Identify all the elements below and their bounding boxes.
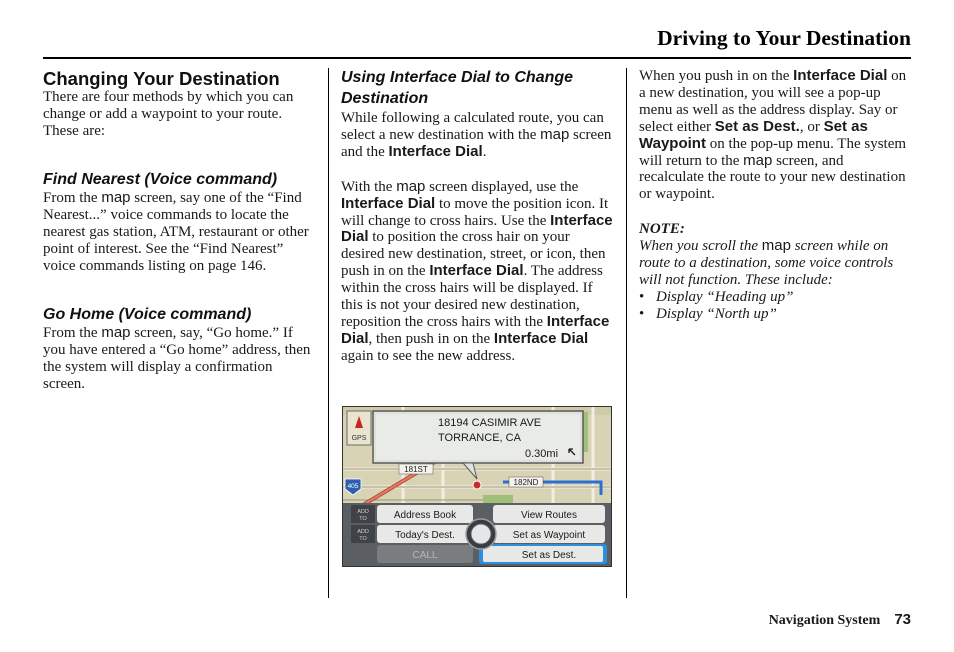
call-item: CALL — [412, 550, 438, 561]
note-label: NOTE: — [639, 221, 685, 238]
find-nearest-paragraph: From the map screen, say one of the “Find Nearest...” voice commands to locate the nearest gas station, ATM, restaurant or other point of interest. See the “Find Nearest” voice commands listing on page 146. — [43, 189, 309, 274]
subheading-find-nearest: Find Nearest (Voice command) — [43, 170, 278, 188]
svg-text:TO: TO — [359, 536, 367, 542]
footer-section-name: Navigation System — [768, 613, 881, 628]
popup-menu-paragraph: When you push in on the Interface Dial on a new destination, you will see a pop-up menu as well as the address display. Say or select either Set as Dest., or Set as Waypoint on the pop-up menu. The system will return to the map screen, and recalculate the route to your new destination or waypoint. — [639, 67, 907, 203]
menu-row-3 — [377, 544, 607, 564]
interface-dial-paragraph-1: While following a calculated route, you can select a new destination with the map screen and the Interface Dial. — [341, 110, 612, 160]
address-book-item: Address Book — [393, 510, 457, 521]
subheading-using-interface-dial: Using Interface Dial to Change Destination — [341, 69, 574, 107]
set-as-dest-item: Set as Dest. — [521, 550, 577, 561]
interface-dial-paragraph-2: With the map screen displayed, use the Interface Dial to move the position icon. It will change to cross hairs. Use the Interface Dial to position the cross hair on your desired new destination, street, or icon, then push in on the Interface Dial. The address within the cross hairs will be displayed. If this is not your desired new destination, reposition the cross hairs with the Interface Dial, then push in on the Interface Dial again to see the new address. — [341, 177, 613, 364]
column-3 — [639, 68, 911, 323]
note-bullet-north-up: • Display “North up” — [639, 305, 777, 322]
compass-sub-label: GPS — [351, 435, 367, 442]
go-home-paragraph: From the map screen, say, “Go home.” If you have entered a “Go home” address, then the system will display a confirmation screen. — [43, 324, 311, 392]
view-routes-item: View Routes — [521, 510, 577, 521]
page-number: 73 — [894, 611, 911, 628]
page-header-title: Driving to Your Destination — [657, 26, 911, 50]
note-paragraph: When you scroll the map screen while on route to a destination, some voice controls will not function. These include: — [639, 237, 894, 288]
address-line-1: 18194 CASIMIR AVE — [438, 417, 542, 429]
column-2 — [341, 68, 613, 365]
column-divider-2 — [626, 68, 627, 598]
navigation-screen-illustration — [342, 406, 612, 567]
note-bullet-heading-up: • Display “Heading up” — [639, 288, 794, 305]
section-heading-changing-destination: Changing Your Destination — [43, 68, 280, 89]
address-line-2: TORRANCE, CA — [438, 432, 521, 444]
set-as-waypoint-item: Set as Waypoint — [512, 530, 586, 541]
svg-text:ADD: ADD — [357, 529, 369, 535]
street-label-181st: 181ST — [404, 465, 428, 474]
distance-readout: 0.30mi — [525, 448, 559, 460]
page-footer — [769, 611, 911, 629]
compass-icon — [347, 411, 371, 445]
svg-text:TO: TO — [359, 516, 367, 522]
svg-text:ADD: ADD — [357, 509, 369, 515]
street-label-182nd: 182ND — [513, 478, 539, 487]
todays-dest-item: Today's Dest. — [395, 530, 455, 541]
column-1 — [43, 68, 315, 393]
header-rule — [43, 57, 911, 59]
route-405-shield: 405 — [347, 483, 359, 490]
column-divider-1 — [328, 68, 329, 598]
intro-paragraph: There are four methods by which you can change or add a waypoint to your route. These are: — [43, 89, 294, 139]
subheading-go-home: Go Home (Voice command) — [43, 305, 252, 323]
